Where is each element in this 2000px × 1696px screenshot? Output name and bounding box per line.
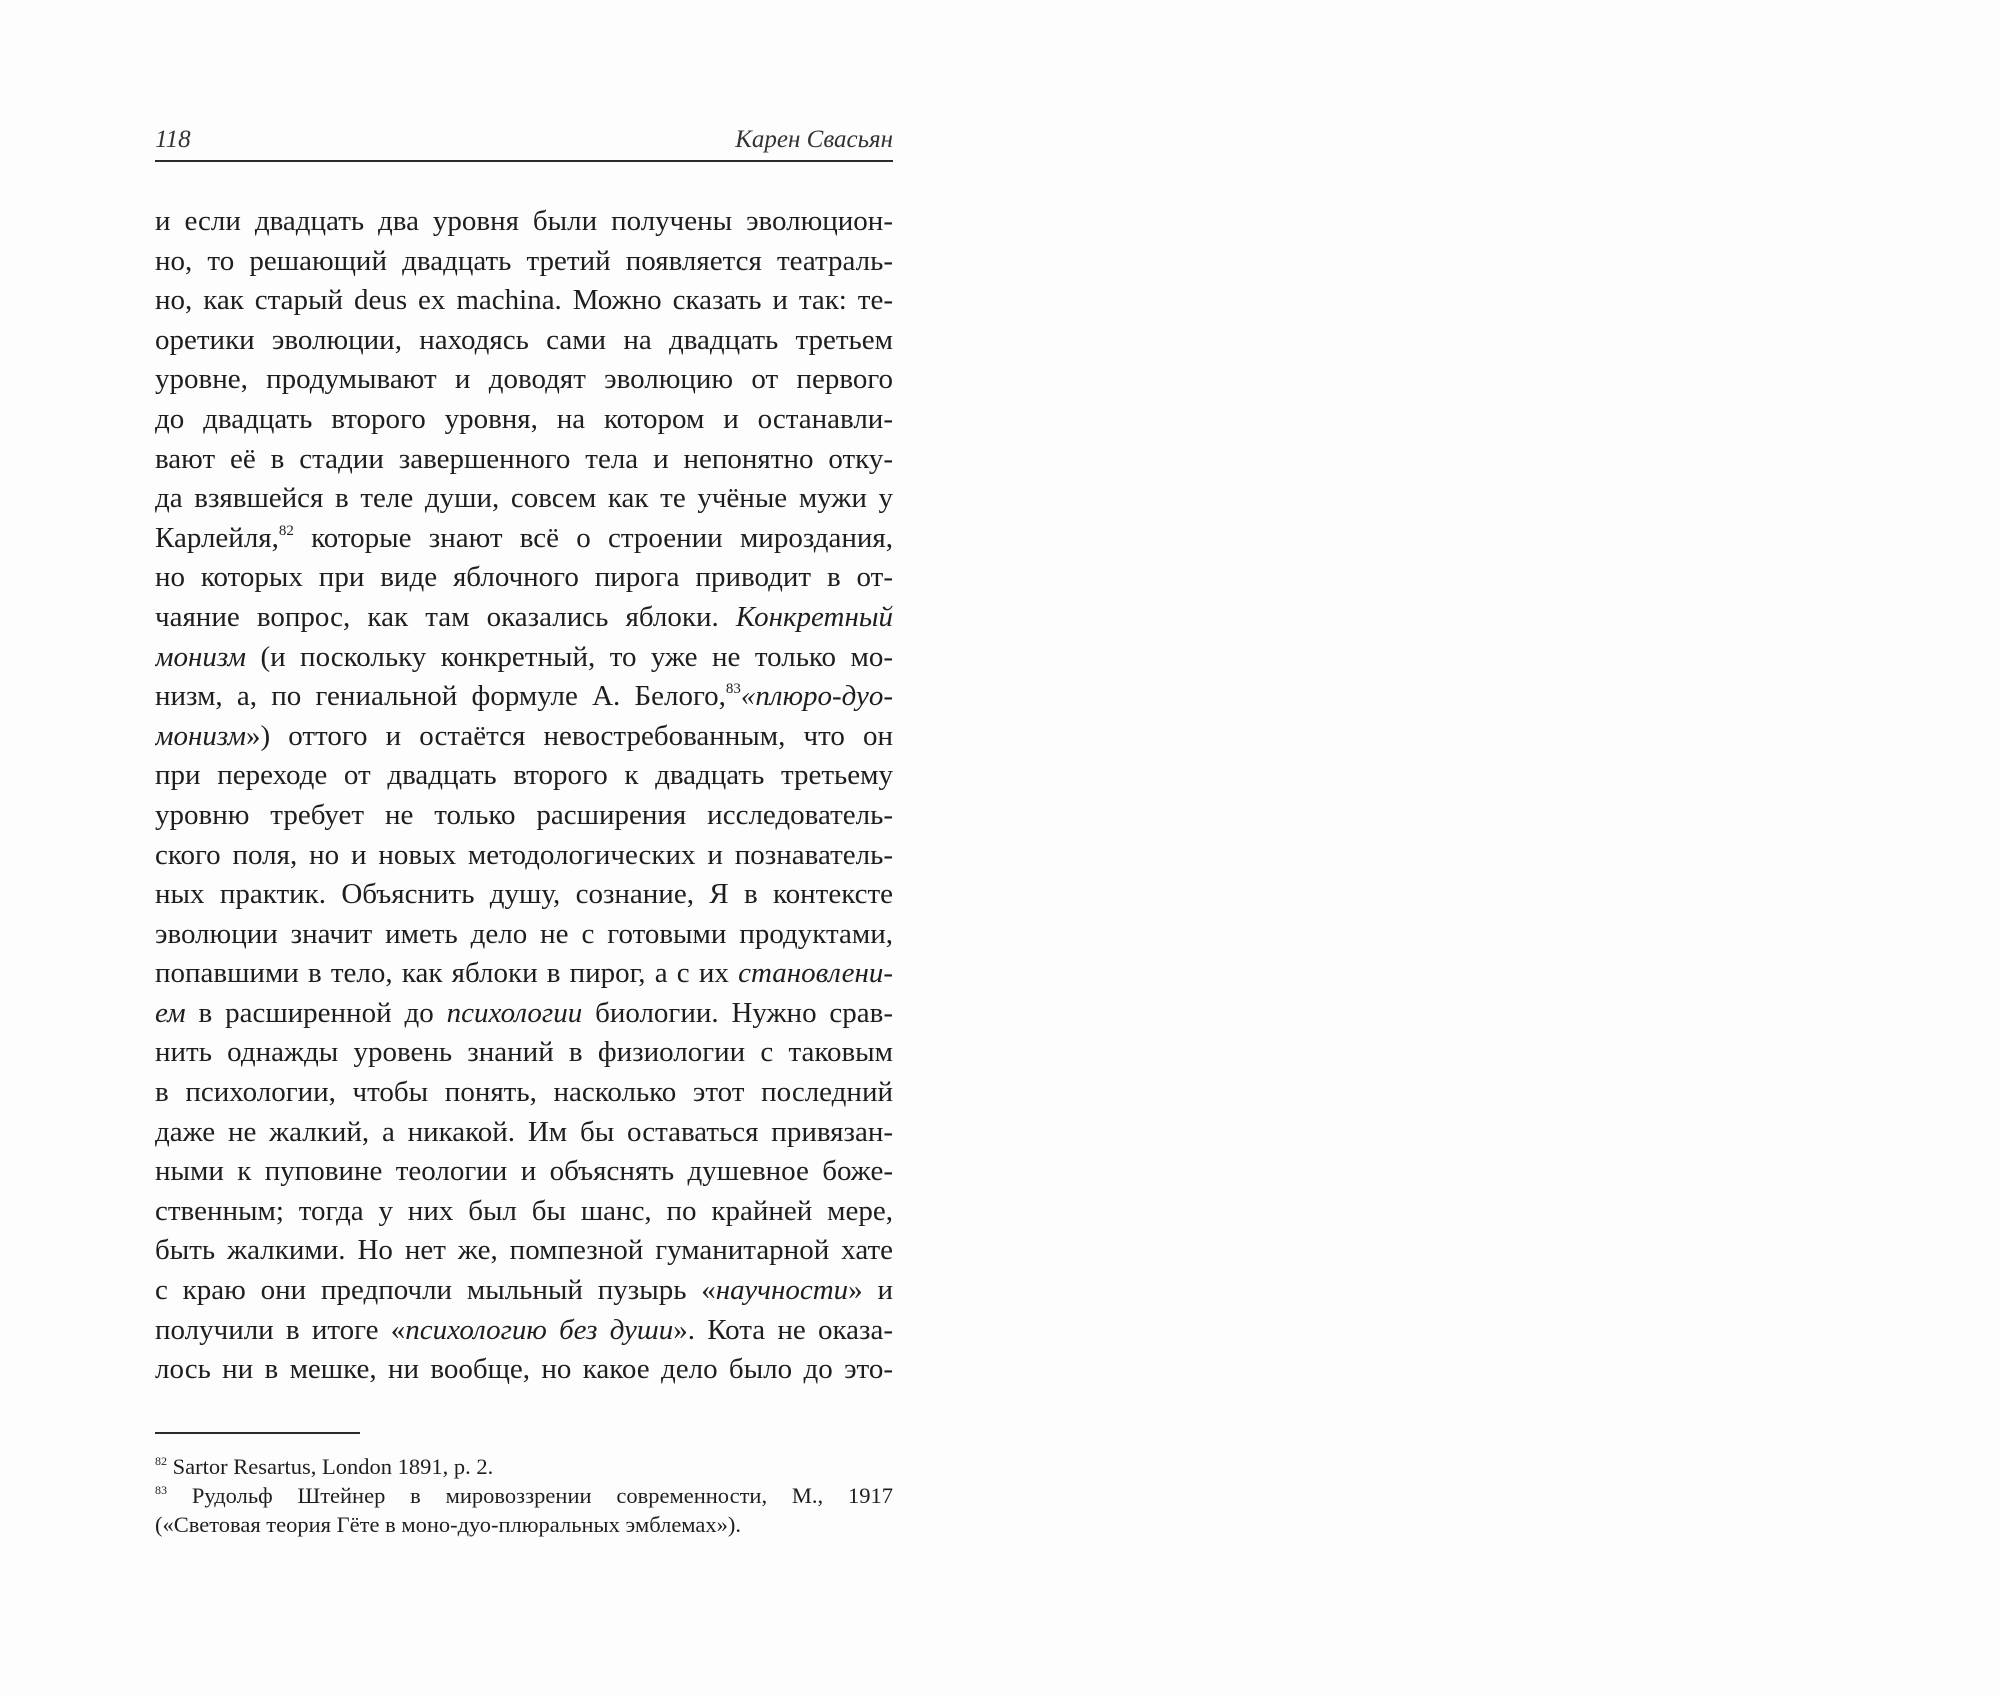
left-footnote-rule	[155, 1432, 360, 1434]
text-line: получили в итоге «психологию без души». Кота не оказа-	[155, 1313, 893, 1346]
text-line: ными к пуповине теологии и объяснять душевное боже-	[155, 1155, 893, 1188]
text-line: уровню требует не только расширения исследователь-	[155, 798, 893, 831]
text-line: в психологии, чтобы понять, насколько этот последний	[155, 1076, 893, 1109]
text-line: даже не жалкий, а никакой. Им бы оставаться привязан-	[155, 1115, 893, 1148]
footnote-number: 82	[155, 1454, 167, 1468]
text-line: попавшими в тело, как яблоки в пирог, а с их становлени-	[155, 957, 893, 990]
footnote-number: 83	[155, 1483, 167, 1497]
text-line: но, то решающий двадцать третий появляется театраль-	[155, 244, 893, 277]
text-line: но, как старый deus ex machina. Можно сказать и так: те-	[155, 284, 893, 317]
right-page	[1000, 0, 2000, 1696]
text-line: ственным; тогда у них был бы шанс, по крайней мере,	[155, 1194, 893, 1227]
text-line: монизм») оттого и остаётся невостребованным, что он	[155, 719, 893, 752]
text-line: при переходе от двадцать второго к двадцать третьему	[155, 759, 893, 792]
left-body-text	[155, 202, 893, 1390]
footnote-ref[interactable]: 83	[725, 681, 741, 698]
left-header-title: Карен Свасьян	[735, 126, 893, 153]
left-page-number: 118	[155, 126, 191, 153]
text-line: Карлейля,$^{82}$ которые знают всё о строении мироздания,	[155, 521, 893, 554]
text-line: ского поля, но и новых методологических и познаватель-	[155, 838, 893, 871]
left-footnotes	[155, 1452, 893, 1539]
text-line: оретики эволюции, находясь сами на двадцать третьем	[155, 323, 893, 356]
text-line: до двадцать второго уровня, на котором и останавли-	[155, 402, 893, 435]
text-line: но которых при виде яблочного пирога приводит в от-	[155, 561, 893, 594]
text-line: да взявшейся в теле души, совсем как те учёные мужи у	[155, 482, 893, 515]
footnote: $^{83}$ Рудольф Штейнер в мировоззрении современности, М., 1917	[155, 1483, 893, 1508]
text-line: эволюции значит иметь дело не с готовыми продуктами,	[155, 917, 893, 950]
text-line: низм, а, по гениальной формуле А. Белого,$^{83}$«плюро-дуо-	[155, 680, 893, 713]
text-line: лось ни в мешке, ни вообще, но какое дело было до это-	[155, 1353, 893, 1386]
text-line: монизм (и поскольку конкретный, то уже не только мо-	[155, 640, 893, 673]
footnote-continued: («Световая теория Гёте в моно-дуо-плюральных эмблемах»).	[155, 1512, 741, 1537]
text-line: чаяние вопрос, как там оказались яблоки. Конкретный	[155, 600, 893, 633]
footnote: $^{82}$ Sartor Resartus, London 1891, p. 2.	[155, 1454, 494, 1479]
footnote-ref[interactable]: 82	[278, 522, 294, 539]
text-line: уровне, продумывают и доводят эволюцию от первого	[155, 363, 893, 396]
text-line: быть жалкими. Но нет же, помпезной гуманитарной хате	[155, 1234, 893, 1267]
text-line: ем в расширенной до психологии биологии. Нужно срав-	[155, 996, 893, 1029]
text-line: с краю они предпочли мыльный пузырь «научности» и	[155, 1274, 893, 1307]
left-running-header	[155, 118, 893, 162]
text-line: ных практик. Объяснить душу, сознание, Я в контексте	[155, 878, 893, 911]
text-line: вают её в стадии завершенного тела и непонятно отку-	[155, 442, 893, 475]
text-line: нить однажды уровень знаний в физиологии с таковым	[155, 1036, 893, 1069]
text-line: и если двадцать два уровня были получены эволюцион-	[155, 205, 893, 237]
